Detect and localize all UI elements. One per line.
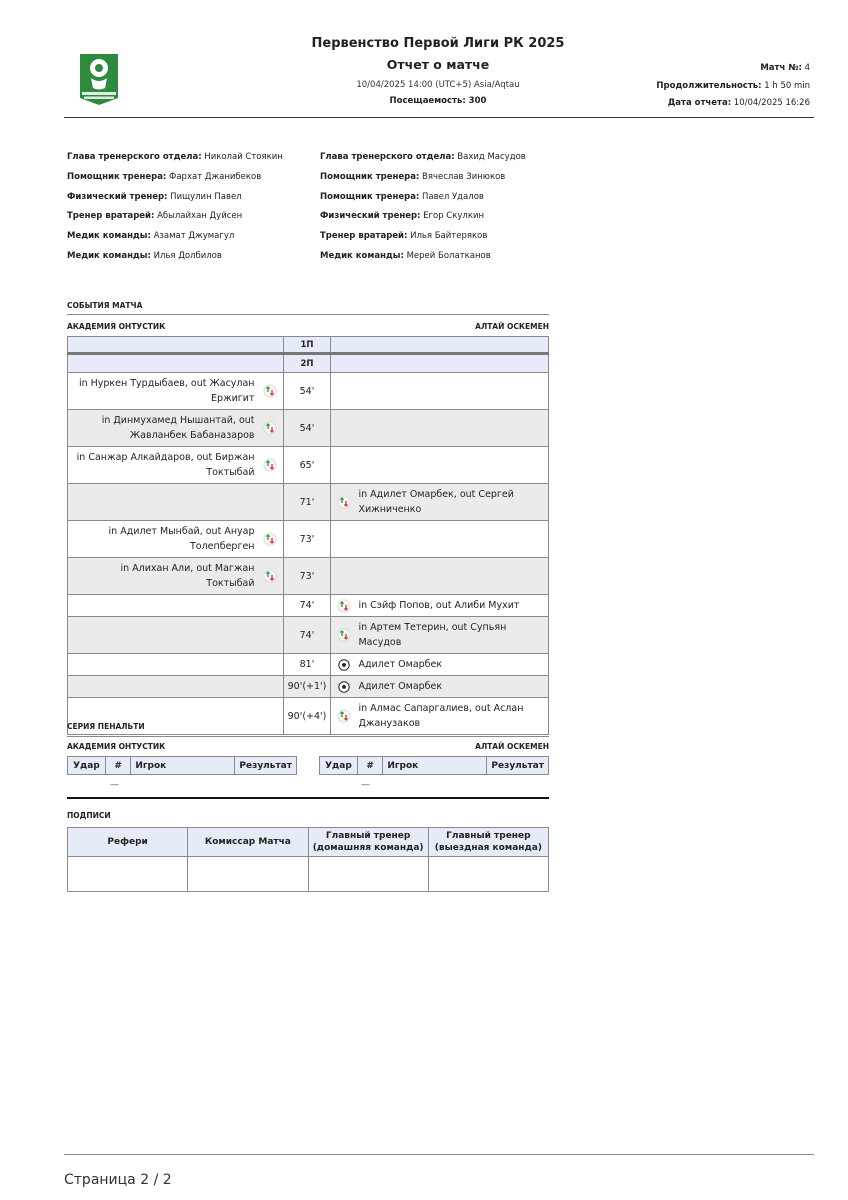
event-row bbox=[68, 676, 549, 698]
signatures-section-title: ПОДПИСИ bbox=[67, 811, 111, 820]
home-event-cell bbox=[68, 676, 284, 698]
sig-commissioner-header: Комиссар Матча bbox=[188, 828, 308, 857]
staff-row: Помощник тренера: Фархат Джанибеков bbox=[67, 171, 262, 182]
staff-row: Медик команды: Илья Долбилов bbox=[67, 250, 222, 261]
events-section-title: СОБЫТИЯ МАТЧА bbox=[67, 301, 143, 310]
home-event-text: in Санжар Алкайдаров, out Биржан Токтыбай bbox=[76, 452, 255, 478]
events-home-team: АКАДЕМИЯ ОНТУСТИК bbox=[67, 322, 166, 331]
substitution-icon bbox=[337, 628, 351, 642]
substitution-icon bbox=[263, 532, 277, 546]
period-row bbox=[68, 337, 549, 354]
sig-away-coach-field bbox=[428, 857, 548, 892]
event-minute: 54' bbox=[283, 373, 331, 410]
header-divider bbox=[64, 117, 814, 118]
sig-referee-field bbox=[68, 857, 188, 892]
away-penalty-table bbox=[319, 756, 549, 775]
penalties-bottom-rule bbox=[67, 797, 549, 799]
report-subtitle: Отчет о матче bbox=[386, 57, 490, 72]
signatures-table bbox=[67, 827, 549, 892]
away-event-cell bbox=[331, 447, 549, 484]
away-event-cell bbox=[331, 410, 549, 447]
home-event-cell bbox=[68, 654, 284, 676]
league-logo bbox=[74, 48, 124, 108]
footer-divider bbox=[64, 1154, 814, 1155]
away-event-cell bbox=[331, 521, 549, 558]
event-minute: 81' bbox=[283, 654, 331, 676]
goal-icon bbox=[337, 680, 351, 694]
staff-row: Физический тренер: Егор Скулкин bbox=[320, 211, 485, 222]
away-event-cell bbox=[331, 676, 549, 698]
event-row bbox=[68, 558, 549, 595]
staff-row: Медик команды: Мерей Болатканов bbox=[320, 250, 491, 261]
event-minute: 90'(+4') bbox=[283, 698, 331, 735]
sig-home-coach-header: Главный тренер (домашняя команда) bbox=[308, 828, 428, 857]
col-shot: Удар bbox=[320, 757, 358, 775]
col-number: # bbox=[357, 757, 382, 775]
report-date: Дата отчета: 10/04/2025 16:26 bbox=[667, 98, 810, 108]
home-event-cell bbox=[68, 595, 284, 617]
sig-commissioner-field bbox=[188, 857, 308, 892]
substitution-icon bbox=[263, 384, 277, 398]
substitution-icon bbox=[337, 599, 351, 613]
col-result: Результат bbox=[235, 757, 297, 775]
staff-row: Помощник тренера: Вячеслав Зинюков bbox=[320, 171, 506, 182]
away-staff-list bbox=[320, 152, 526, 271]
event-minute: 73' bbox=[283, 521, 331, 558]
home-event-cell bbox=[68, 410, 284, 447]
penalties-away-team: АЛТАЙ ОСКЕМЕН bbox=[475, 742, 549, 751]
home-event-cell bbox=[68, 558, 284, 595]
away-event-cell bbox=[331, 373, 549, 410]
away-event-text: Адилет Омарбек bbox=[358, 659, 443, 670]
goal-icon bbox=[337, 658, 351, 672]
event-minute: 65' bbox=[283, 447, 331, 484]
away-event-cell bbox=[331, 484, 549, 521]
event-row bbox=[68, 373, 549, 410]
home-penalty-table bbox=[67, 756, 297, 775]
away-event-text: in Алмас Сапаргалиев, out Аслан Джанузаков bbox=[358, 703, 524, 729]
away-event-text: in Адилет Омарбек, out Сергей Хижниченко bbox=[358, 489, 514, 515]
page-number: Страница 2 / 2 bbox=[64, 1172, 172, 1188]
staff-row: Глава тренерского отдела: Николай Стоякин bbox=[67, 152, 283, 162]
home-penalty-empty: — bbox=[110, 780, 119, 790]
sig-home-coach-field bbox=[308, 857, 428, 892]
events-away-team: АЛТАЙ ОСКЕМЕН bbox=[475, 322, 549, 331]
substitution-icon bbox=[263, 458, 277, 472]
away-event-cell bbox=[331, 617, 549, 654]
home-event-text: in Динмухамед Нышантай, out Жавланбек Бабаназаров bbox=[101, 415, 255, 441]
event-minute: 54' bbox=[283, 410, 331, 447]
home-event-cell bbox=[68, 617, 284, 654]
event-row bbox=[68, 447, 549, 484]
home-event-text: in Адилет Мынбай, out Ануар Толепберген bbox=[108, 526, 255, 552]
home-event-text: in Нуркен Турдыбаев, out Жасулан Ержигит bbox=[78, 378, 255, 404]
match-duration: Продолжительность: 1 h 50 min bbox=[656, 81, 810, 91]
col-player: Игрок bbox=[383, 757, 487, 775]
event-row bbox=[68, 410, 549, 447]
period-row bbox=[68, 354, 549, 373]
period-label: 1П bbox=[283, 337, 331, 354]
attendance: Посещаемость: 300 bbox=[389, 96, 487, 106]
away-event-cell bbox=[331, 558, 549, 595]
staff-row: Помощник тренера: Павел Удалов bbox=[320, 191, 484, 202]
penalties-section-title: СЕРИЯ ПЕНАЛЬТИ bbox=[67, 722, 145, 731]
home-event-text: in Алихан Али, out Магжан Токтыбай bbox=[120, 563, 255, 589]
event-row bbox=[68, 654, 549, 676]
event-minute: 74' bbox=[283, 617, 331, 654]
event-minute: 73' bbox=[283, 558, 331, 595]
report-title: Первенство Первой Лиги РК 2025 bbox=[311, 36, 565, 51]
home-event-cell bbox=[68, 484, 284, 521]
col-number: # bbox=[105, 757, 130, 775]
event-row bbox=[68, 595, 549, 617]
events-divider bbox=[67, 314, 549, 315]
penalties-home-team: АКАДЕМИЯ ОНТУСТИК bbox=[67, 742, 166, 751]
substitution-icon bbox=[263, 421, 277, 435]
away-event-cell bbox=[331, 595, 549, 617]
home-event-cell bbox=[68, 373, 284, 410]
away-event-cell bbox=[331, 698, 549, 735]
match-number: Матч №: 4 bbox=[760, 63, 810, 73]
substitution-icon bbox=[337, 709, 351, 723]
away-event-text: in Сэйф Попов, out Алиби Мухит bbox=[358, 600, 520, 611]
event-minute: 90'(+1') bbox=[283, 676, 331, 698]
match-datetime: 10/04/2025 14:00 (UTC+5) Asia/Aqtau bbox=[356, 80, 520, 90]
away-event-cell bbox=[331, 654, 549, 676]
col-result: Результат bbox=[487, 757, 549, 775]
penalties-divider bbox=[67, 736, 549, 737]
home-staff-list bbox=[67, 152, 283, 271]
away-event-text: Адилет Омарбек bbox=[358, 681, 443, 692]
home-event-cell bbox=[68, 521, 284, 558]
substitution-icon bbox=[263, 569, 277, 583]
staff-row: Глава тренерского отдела: Вахид Масудов bbox=[320, 152, 526, 162]
event-minute: 74' bbox=[283, 595, 331, 617]
period-label: 2П bbox=[283, 354, 331, 373]
sig-away-coach-header: Главный тренер (выездная команда) bbox=[428, 828, 548, 857]
staff-row: Тренер вратарей: Илья Байтеряков bbox=[320, 231, 488, 242]
staff-row: Медик команды: Азамат Джумагул bbox=[67, 231, 235, 242]
substitution-icon bbox=[337, 495, 351, 509]
sig-referee-header: Рефери bbox=[68, 828, 188, 857]
col-player: Игрок bbox=[131, 757, 235, 775]
staff-row: Тренер вратарей: Абылайхан Дуйсен bbox=[67, 211, 243, 222]
events-table bbox=[67, 336, 549, 735]
away-penalty-empty: — bbox=[361, 780, 370, 790]
event-row bbox=[68, 521, 549, 558]
event-row bbox=[68, 617, 549, 654]
col-shot: Удар bbox=[68, 757, 106, 775]
home-event-cell bbox=[68, 447, 284, 484]
event-minute: 71' bbox=[283, 484, 331, 521]
away-event-text: in Артем Тетерин, out Супьян Масудов bbox=[358, 622, 507, 648]
staff-row: Физический тренер: Пищулин Павел bbox=[67, 191, 242, 202]
event-row bbox=[68, 484, 549, 521]
